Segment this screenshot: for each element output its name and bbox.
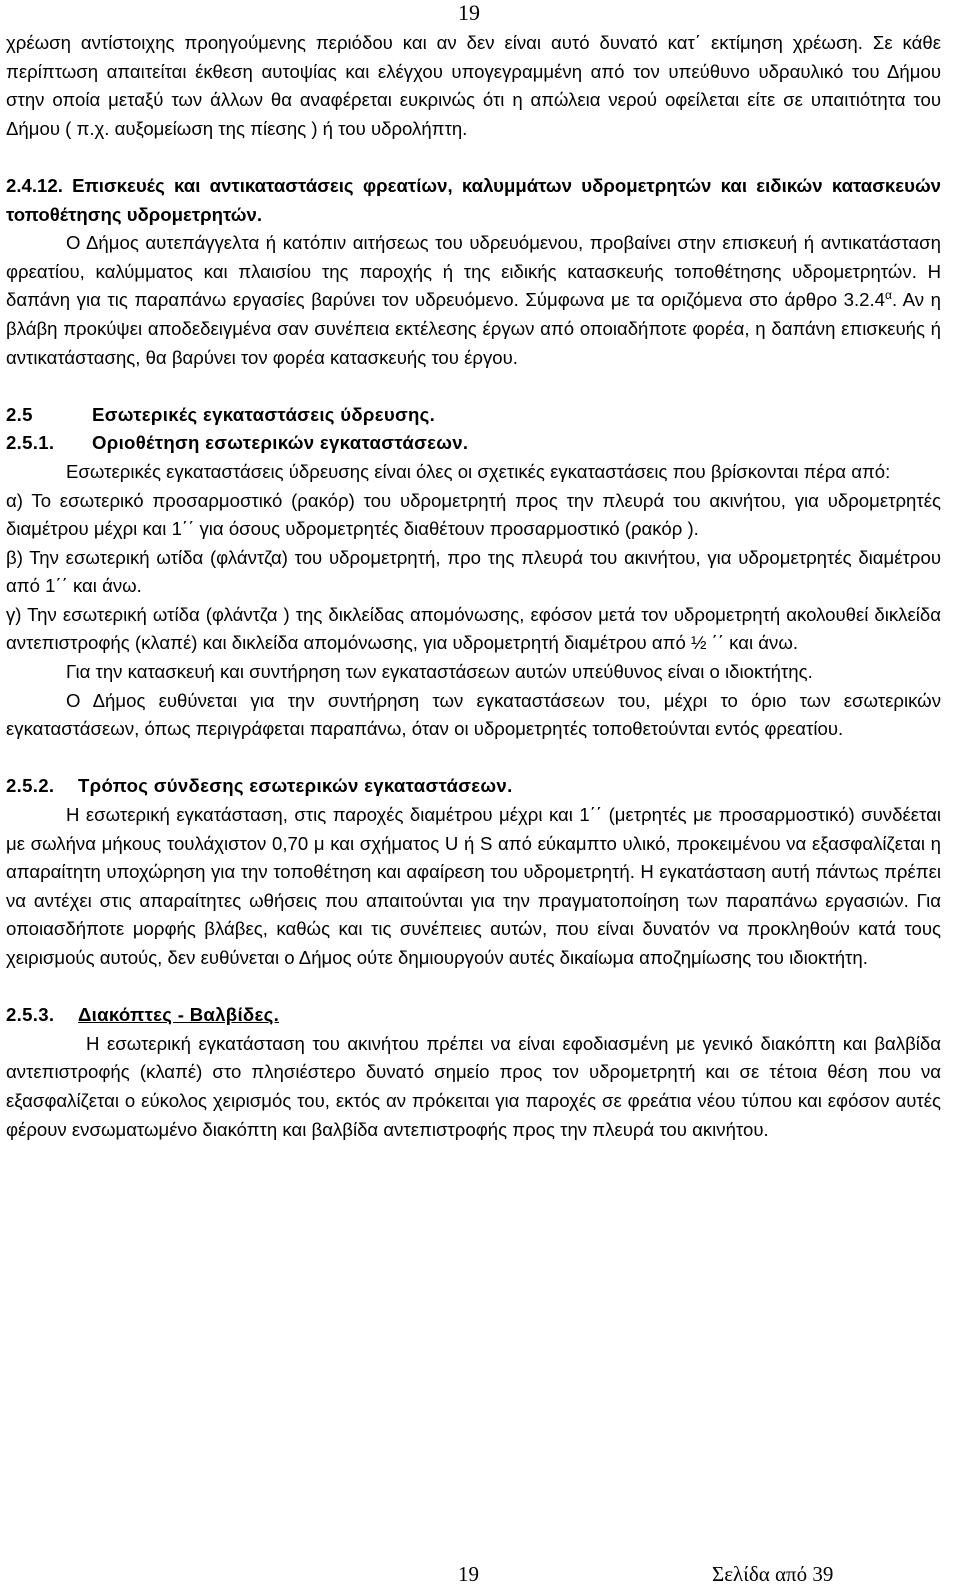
heading-2-4-12: 2.4.12. Επισκευές και αντικαταστάσεις φρεατίων, καλυμμάτων υδρομετρητών και ειδικών κατασκευών τοποθέτησης υδρομετρητών. bbox=[6, 174, 941, 225]
heading-2-5-number: 2.5 bbox=[6, 403, 33, 425]
list-item-alpha: α) Το εσωτερικό προσαρμοστικό (ρακόρ) του υδρομετρητή προς την πλευρά του ακινήτου, για υδρομετρητές διαμέτρου μέχρι και 1΄΄ για όσους υδρομετρητές διαθέτουν προσαρμοστικό (ρακόρ ). bbox=[6, 489, 941, 540]
list-item-gamma: γ) Την εσωτερική ωτίδα (φλάντζα ) της δικλείδας απομόνωσης, εφόσον μετά τον υδρομετρητή ακολουθεί δικλείδα αντεπιστροφής (κλαπέ) και δικλείδα απομόνωσης, για υδρομετρητή διαμέτρου από ½ ΄΄ και άνω. bbox=[6, 603, 941, 654]
paragraph-2-5-2: Η εσωτερική εγκατάσταση, στις παροχές διαμέτρου μέχρι και 1΄΄ (μετρητές με προσαρμοστικό) συνδέεται με σωλήνα μήκους τουλάχιστον 0,70 μ και σχήματος U ή S από εύκαμπτο υλικό, προκειμένου να εξασφαλίζεται η απαραίτητη υποχώρηση για την τοποθέτηση και αφαίρεση του υδρομετρητή. Η εγκατάσταση αυτή πάντως πρέπει να αντέχει στις απαραίτητες ωθήσεις που απαιτούνται για την πραγματοποίηση των παραπάνω εργασιών. Για οποιασδήποτε μορφής βλάβες, καθώς και τις συνέπειες αυτών, που είναι δυνατόν να προκληθούν κατά τους χειρισμούς αυτούς, δεν ευθύνεται ο Δήμος ούτε δημιουργούν αυτές δικαίωμα αποζημίωσης του ιδιοκτήτη. bbox=[6, 804, 941, 968]
footer-page-of: Σελίδα από 39 bbox=[712, 1562, 834, 1586]
paragraph-2-5-1-intro: Εσωτερικές εγκαταστάσεις ύδρευσης είναι όλες οι σχετικές εγκαταστάσεις που βρίσκονται πέρα από: bbox=[66, 460, 891, 482]
footer-page-number: 19 bbox=[458, 1562, 479, 1586]
heading-2-5-1-number: 2.5.1. bbox=[6, 432, 55, 454]
heading-2-5-3 bbox=[6, 1001, 941, 1030]
paragraph-2-5-3: Η εσωτερική εγκατάσταση του ακινήτου πρέπει να είναι εφοδιασμένη με γενικό διακόπτη και βαλβίδα αντεπιστροφής (κλαπέ) στο πλησιέστερο δυνατό σημείο προς τον υδρομετρητή και σε τέτοια θέση που να εξασφαλίζεται ο εύκολος χειρισμός του, εκτός αν πρόκειται για παροχές σε φρεάτια νέου τύπου και εφόσον αυτές φέρουν ενσωματωμένο διακόπτη και βαλβίδα αντεπιστροφής προς την πλευρά του ακινήτου. bbox=[6, 1032, 941, 1140]
paragraph-2-4-12 bbox=[6, 229, 941, 372]
spacer bbox=[6, 744, 941, 773]
spacer bbox=[6, 372, 941, 401]
paragraph-2-4-12-part-a: Ο Δήμος αυτεπάγγελτα ή κατόπιν αιτήσεως του υδρευόμενου, προβαίνει στην επισκευή ή αντικατάσταση φρεατίου, καλύμματος και πλαισίου της παροχής ή της ειδικής κατασκευής τοποθέτησης υδρομετρητών. Η δαπάνη για τις παραπάνω εργασίες βαρύνει τον υδρευόμενο. Σύμφωνα με τα οριζόμενα στο άρθρο 3.2.4 bbox=[6, 232, 941, 311]
heading-2-5 bbox=[6, 401, 941, 430]
heading-2-5-1 bbox=[6, 429, 941, 458]
list-item-beta: β) Την εσωτερική ωτίδα (φλάντζα) του υδρομετρητή, προ της πλευρά του ακινήτου, για υδρομετρητές διαμέτρου από 1΄΄ και άνω. bbox=[6, 546, 941, 597]
superscript-alpha: α bbox=[885, 288, 892, 303]
paragraph-intro: χρέωση αντίστοιχης προηγούμενης περιόδου και αν δεν είναι αυτό δυνατό κατ΄ εκτίμηση χρέωση. Σε κάθε περίπτωση απαιτείται έκθεση αυτοψίας και ελέγχου υπογεγραμμένη από τον υπεύθυνο υδραυλικό του Δήμου στην οποία μεταξύ των άλλων θα αναφέρεται ευκρινώς ότι η απώλεια νερού οφείλεται είτε σε υπαιτιότητα του Δήμου ( π.χ. αυξομείωση της πίεσης ) ή του υδρολήπτη. bbox=[6, 32, 941, 139]
paragraph-2-4-12-part-b: . Αν η βλάβη προκύψει αποδεδειγμένα σαν συνέπεια εκτέλεσης έργων από οποιαδήποτε φορέα, η δαπάνη επισκευής ή αντικατάστασης, θα βαρύνει τον φορέα κατασκευής του έργου. bbox=[6, 289, 941, 368]
paragraph-municipality-responsibility: Ο Δήμος ευθύνεται για την συντήρηση των εγκαταστάσεων του, μέχρι το όριο των εσωτερικών εγκαταστάσεων, όπως περιγράφεται παραπάνω, όταν οι υδρομετρητές τοποθετούνται εντός φρεατίου. bbox=[6, 689, 941, 740]
heading-2-5-title: Εσωτερικές εγκαταστάσεις ύδρευσης. bbox=[92, 403, 436, 425]
page-number-top: 19 bbox=[458, 0, 480, 25]
heading-2-5-1-title: Οριοθέτηση εσωτερικών εγκαταστάσεων. bbox=[92, 432, 469, 454]
heading-2-5-2-number: 2.5.2. bbox=[6, 775, 55, 797]
spacer bbox=[6, 143, 941, 172]
heading-2-5-3-number: 2.5.3. bbox=[6, 1004, 55, 1026]
document-body bbox=[6, 29, 941, 1144]
heading-2-5-2-title: Τρόπος σύνδεσης εσωτερικών εγκαταστάσεων. bbox=[78, 775, 513, 797]
heading-2-5-2 bbox=[6, 772, 941, 801]
heading-2-5-3-title: Διακόπτες - Βαλβίδες. bbox=[78, 1004, 280, 1026]
paragraph-owner-responsibility: Για την κατασκευή και συντήρηση των εγκαταστάσεων αυτών υπεύθυνος είναι ο ιδιοκτήτης. bbox=[66, 661, 813, 683]
spacer bbox=[6, 973, 941, 1002]
